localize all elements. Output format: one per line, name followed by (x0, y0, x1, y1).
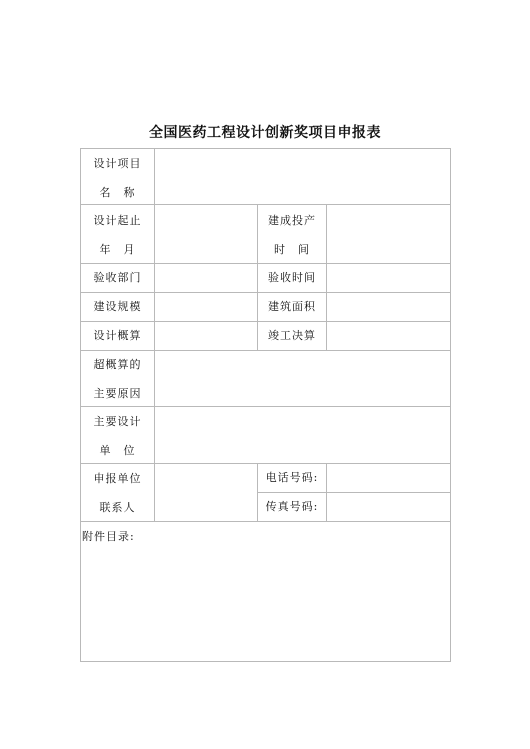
design-period-label (81, 206, 154, 264)
form-title: 全国医药工程设计创新奖项目申报表 (149, 125, 381, 141)
phone-field[interactable] (327, 464, 450, 492)
design-estimate-label: 设计概算 (93, 329, 142, 342)
application-form (80, 148, 451, 662)
construction-scale-label: 建设规模 (93, 300, 142, 313)
acceptance-dept-label: 验收部门 (93, 271, 142, 284)
main-design-unit-field[interactable] (155, 407, 450, 463)
project-name-field[interactable] (155, 149, 450, 204)
phone-label: 电话号码: (265, 471, 319, 484)
label-line: 名 称 (99, 186, 136, 199)
main-design-unit-label (81, 407, 154, 465)
project-name-label (81, 149, 154, 207)
building-area-field[interactable] (327, 293, 450, 321)
label-line: 单 位 (99, 444, 136, 457)
label-line: 主要设计 (93, 415, 142, 428)
label-line: 设计项目 (93, 157, 142, 170)
label-line: 联系人 (99, 501, 136, 514)
final-accounts-field[interactable] (327, 322, 450, 350)
final-accounts-label: 竣工决算 (268, 329, 316, 342)
label-line: 超概算的 (93, 358, 142, 371)
building-area-label: 建筑面积 (268, 300, 316, 313)
applicant-contact-field[interactable] (155, 464, 257, 521)
attachments-field[interactable] (81, 549, 450, 661)
label-line: 设计起止 (93, 214, 142, 227)
fax-label: 传真号码: (265, 500, 319, 513)
acceptance-dept-field[interactable] (155, 264, 257, 292)
label-line: 申报单位 (93, 472, 142, 485)
label-line: 时 间 (274, 243, 310, 256)
applicant-contact-label (81, 464, 154, 522)
acceptance-time-field[interactable] (327, 264, 450, 292)
completion-time-field[interactable] (327, 205, 450, 263)
acceptance-time-label: 验收时间 (268, 271, 316, 284)
construction-scale-field[interactable] (155, 293, 257, 321)
design-estimate-field[interactable] (155, 322, 257, 350)
fax-field[interactable] (327, 493, 450, 521)
overrun-reason-label (81, 350, 154, 408)
design-period-field[interactable] (155, 205, 257, 263)
label-line: 主要原因 (93, 387, 142, 400)
completion-time-label (258, 206, 326, 264)
overrun-reason-field[interactable] (155, 351, 450, 406)
label-line: 年 月 (99, 243, 136, 256)
attachments-label: 附件目录: (82, 530, 135, 543)
label-line: 建成投产 (268, 214, 316, 227)
